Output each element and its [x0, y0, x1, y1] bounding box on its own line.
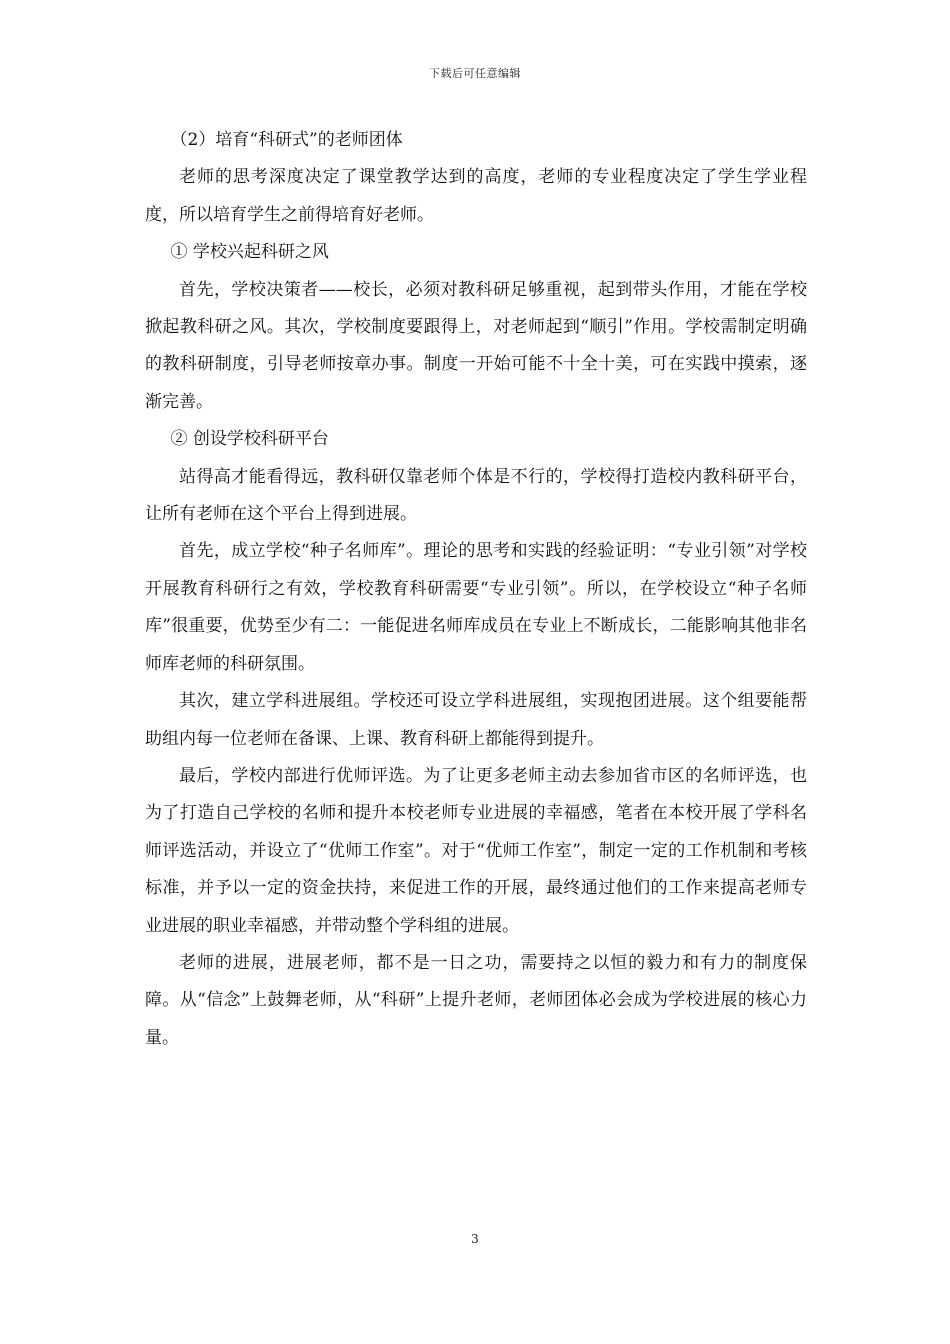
body-paragraph: 首先，学校决策者——校长，必须对教科研足够重视，起到带头作用，才能在学校掀起教科研之风。其次，学校制度要跟得上，对老师起到“顺引”作用。学校需制定明确的教科研制度，引导老师按章办事。制度一开始可能不十全十美，可在实践中摸索，逐渐完善。: [145, 279, 807, 412]
document-body: [145, 122, 807, 1057]
page-header: 下载后可任意编辑: [429, 67, 521, 80]
body-paragraph: 首先，成立学校“种子名师库”。理论的思考和实践的经验证明：“专业引领”对学校开展教育科研行之有效，学校教育科研需要“专业引领”。所以，在学校设立“种子名师库”很重要，优势至少有二：一能促进名师库成员在专业上不断成长，二能影响其他非名师库老师的科研氛围。: [145, 541, 807, 674]
body-paragraph: 老师的思考深度决定了课堂教学达到的高度，老师的专业程度决定了学生学业程度，所以培育学生之前得培育好老师。: [145, 167, 807, 225]
body-paragraph: 其次，建立学科进展组。学校还可设立学科进展组，实现抱团进展。这个组要能帮助组内每一位老师在备课、上课、教育科研上都能得到提升。: [145, 691, 807, 749]
body-paragraph: 站得高才能看得远，教科研仅靠老师个体是不行的，学校得打造校内教科研平台，让所有老师在这个平台上得到进展。: [145, 466, 807, 525]
subsection-heading: ① 学校兴起科研之风: [170, 242, 329, 263]
section-heading: （2）培育“科研式”的老师团体: [170, 130, 403, 150]
page-number: 3: [471, 1232, 479, 1246]
body-paragraph: 最后，学校内部进行优师评选。为了让更多老师主动去参加省市区的名师评选，也为了打造自己学校的名师和提升本校老师专业进展的幸福感，笔者在本校开展了学科名师评选活动，并设立了“优师工作室”。对于“优师工作室”，制定一定的工作机制和考核标准，并予以一定的资金扶持，来促进工作的开展，最终通过他们的工作来提高老师专业进展的职业幸福感，并带动整个学科组的进展。: [145, 765, 807, 936]
subsection-heading: ② 创设学校科研平台: [170, 429, 329, 450]
body-paragraph: 老师的进展，进展老师，都不是一日之功，需要持之以恒的毅力和有力的制度保障。从“信念”上鼓舞老师，从“科研”上提升老师，老师团体必会成为学校进展的核心力量。: [145, 952, 807, 1048]
